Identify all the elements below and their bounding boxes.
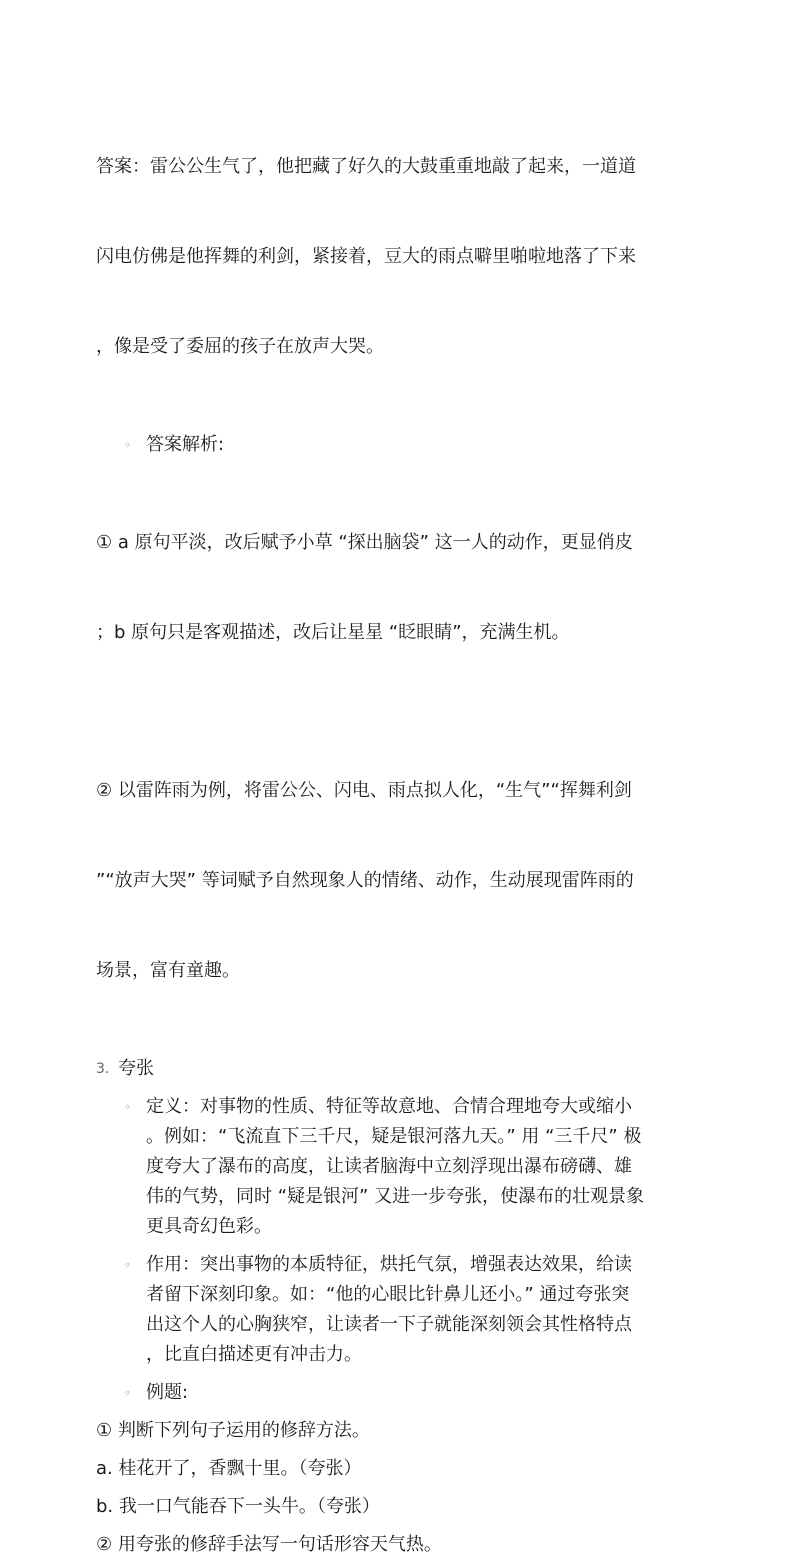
- analysis-point-1: [96, 468, 702, 708]
- document-page: [96, 92, 702, 1568]
- analysis-line: ② 以雷阵雨为例，将雷公公、闪电、雨点拟人化，“生气”“挥舞利剑: [96, 780, 632, 801]
- definition-line: 定义：对事物的性质、特征等故意地、合情合理地夸大或缩小: [146, 1096, 632, 1117]
- answer-line: ，像是受了委屈的孩子在放声大哭。: [96, 336, 384, 357]
- analysis-heading: [96, 430, 702, 460]
- analysis-line: ① a 原句平淡，改后赋予小草 “探出脑袋” 这一人的动作，更显俏皮: [96, 532, 633, 553]
- bullet-marker: ◦: [124, 438, 132, 452]
- function-line: 作用：突出事物的本质特征，烘托气氛，增强表达效果，给读: [146, 1254, 632, 1275]
- section-heading-hyperbole: [96, 1054, 702, 1084]
- answer-line: 答案：雷公公生气了，他把藏了好久的大鼓重重地敲了起来，一道道: [96, 156, 636, 177]
- function-line: 出这个人的心胸狭窄，让读者一下子就能深刻领会其性格特点: [146, 1314, 632, 1335]
- answer-paragraph: [96, 92, 702, 422]
- definition-line: 度夸大了瀑布的高度，让读者脑海中立刻浮现出瀑布磅礴、雄: [146, 1156, 632, 1177]
- analysis-point-2: [96, 716, 702, 1046]
- answer-line: 闪电仿佛是他挥舞的利剑，紧接着，豆大的雨点噼里啪啦地落了下来: [96, 246, 636, 267]
- question-1: ① 判断下列句子运用的修辞方法。: [96, 1420, 370, 1441]
- question-2: ② 用夸张的修辞手法写一句话形容天气热。: [96, 1534, 442, 1555]
- analysis-line: ”“放声大哭” 等词赋予自然现象人的情绪、动作，生动展现雷阵雨的: [96, 870, 634, 891]
- section-number: 3.: [96, 1061, 110, 1077]
- definition-item: [96, 1092, 702, 1242]
- bullet-marker: ◦: [124, 1100, 132, 1114]
- bullet-marker: ◦: [124, 1386, 132, 1400]
- definition-line: 伟的气势，同时 “疑是银河” 又进一步夸张，使瀑布的壮观景象: [146, 1186, 645, 1207]
- function-text: [146, 1250, 702, 1370]
- examples-heading: [96, 1378, 702, 1408]
- definition-line: 。例如：“飞流直下三千尺，疑是银河落九天。” 用 “三千尺” 极: [146, 1126, 642, 1147]
- definition-text: [146, 1092, 702, 1242]
- examples-label: 例题:: [146, 1382, 189, 1403]
- function-line: 者留下深刻印象。如：“他的心眼比针鼻儿还小。” 通过夸张突: [146, 1284, 630, 1305]
- question-1-item-a: a. 桂花开了，香飘十里。（夸张）: [96, 1458, 362, 1479]
- question-1-item-b: b. 我一口气能吞下一头牛。（夸张）: [96, 1496, 380, 1517]
- definition-line: 更具奇幻色彩。: [146, 1216, 272, 1237]
- section-title: 夸张: [118, 1058, 154, 1079]
- bullet-marker: ◦: [124, 1258, 132, 1272]
- analysis-line: 场景，富有童趣。: [96, 960, 240, 981]
- function-item: [96, 1250, 702, 1370]
- analysis-line: ；b 原句只是客观描述，改后让星星 “眨眼睛”，充满生机。: [96, 622, 570, 643]
- analysis-label: 答案解析:: [146, 434, 225, 455]
- function-line: ，比直白描述更有冲击力。: [146, 1344, 362, 1365]
